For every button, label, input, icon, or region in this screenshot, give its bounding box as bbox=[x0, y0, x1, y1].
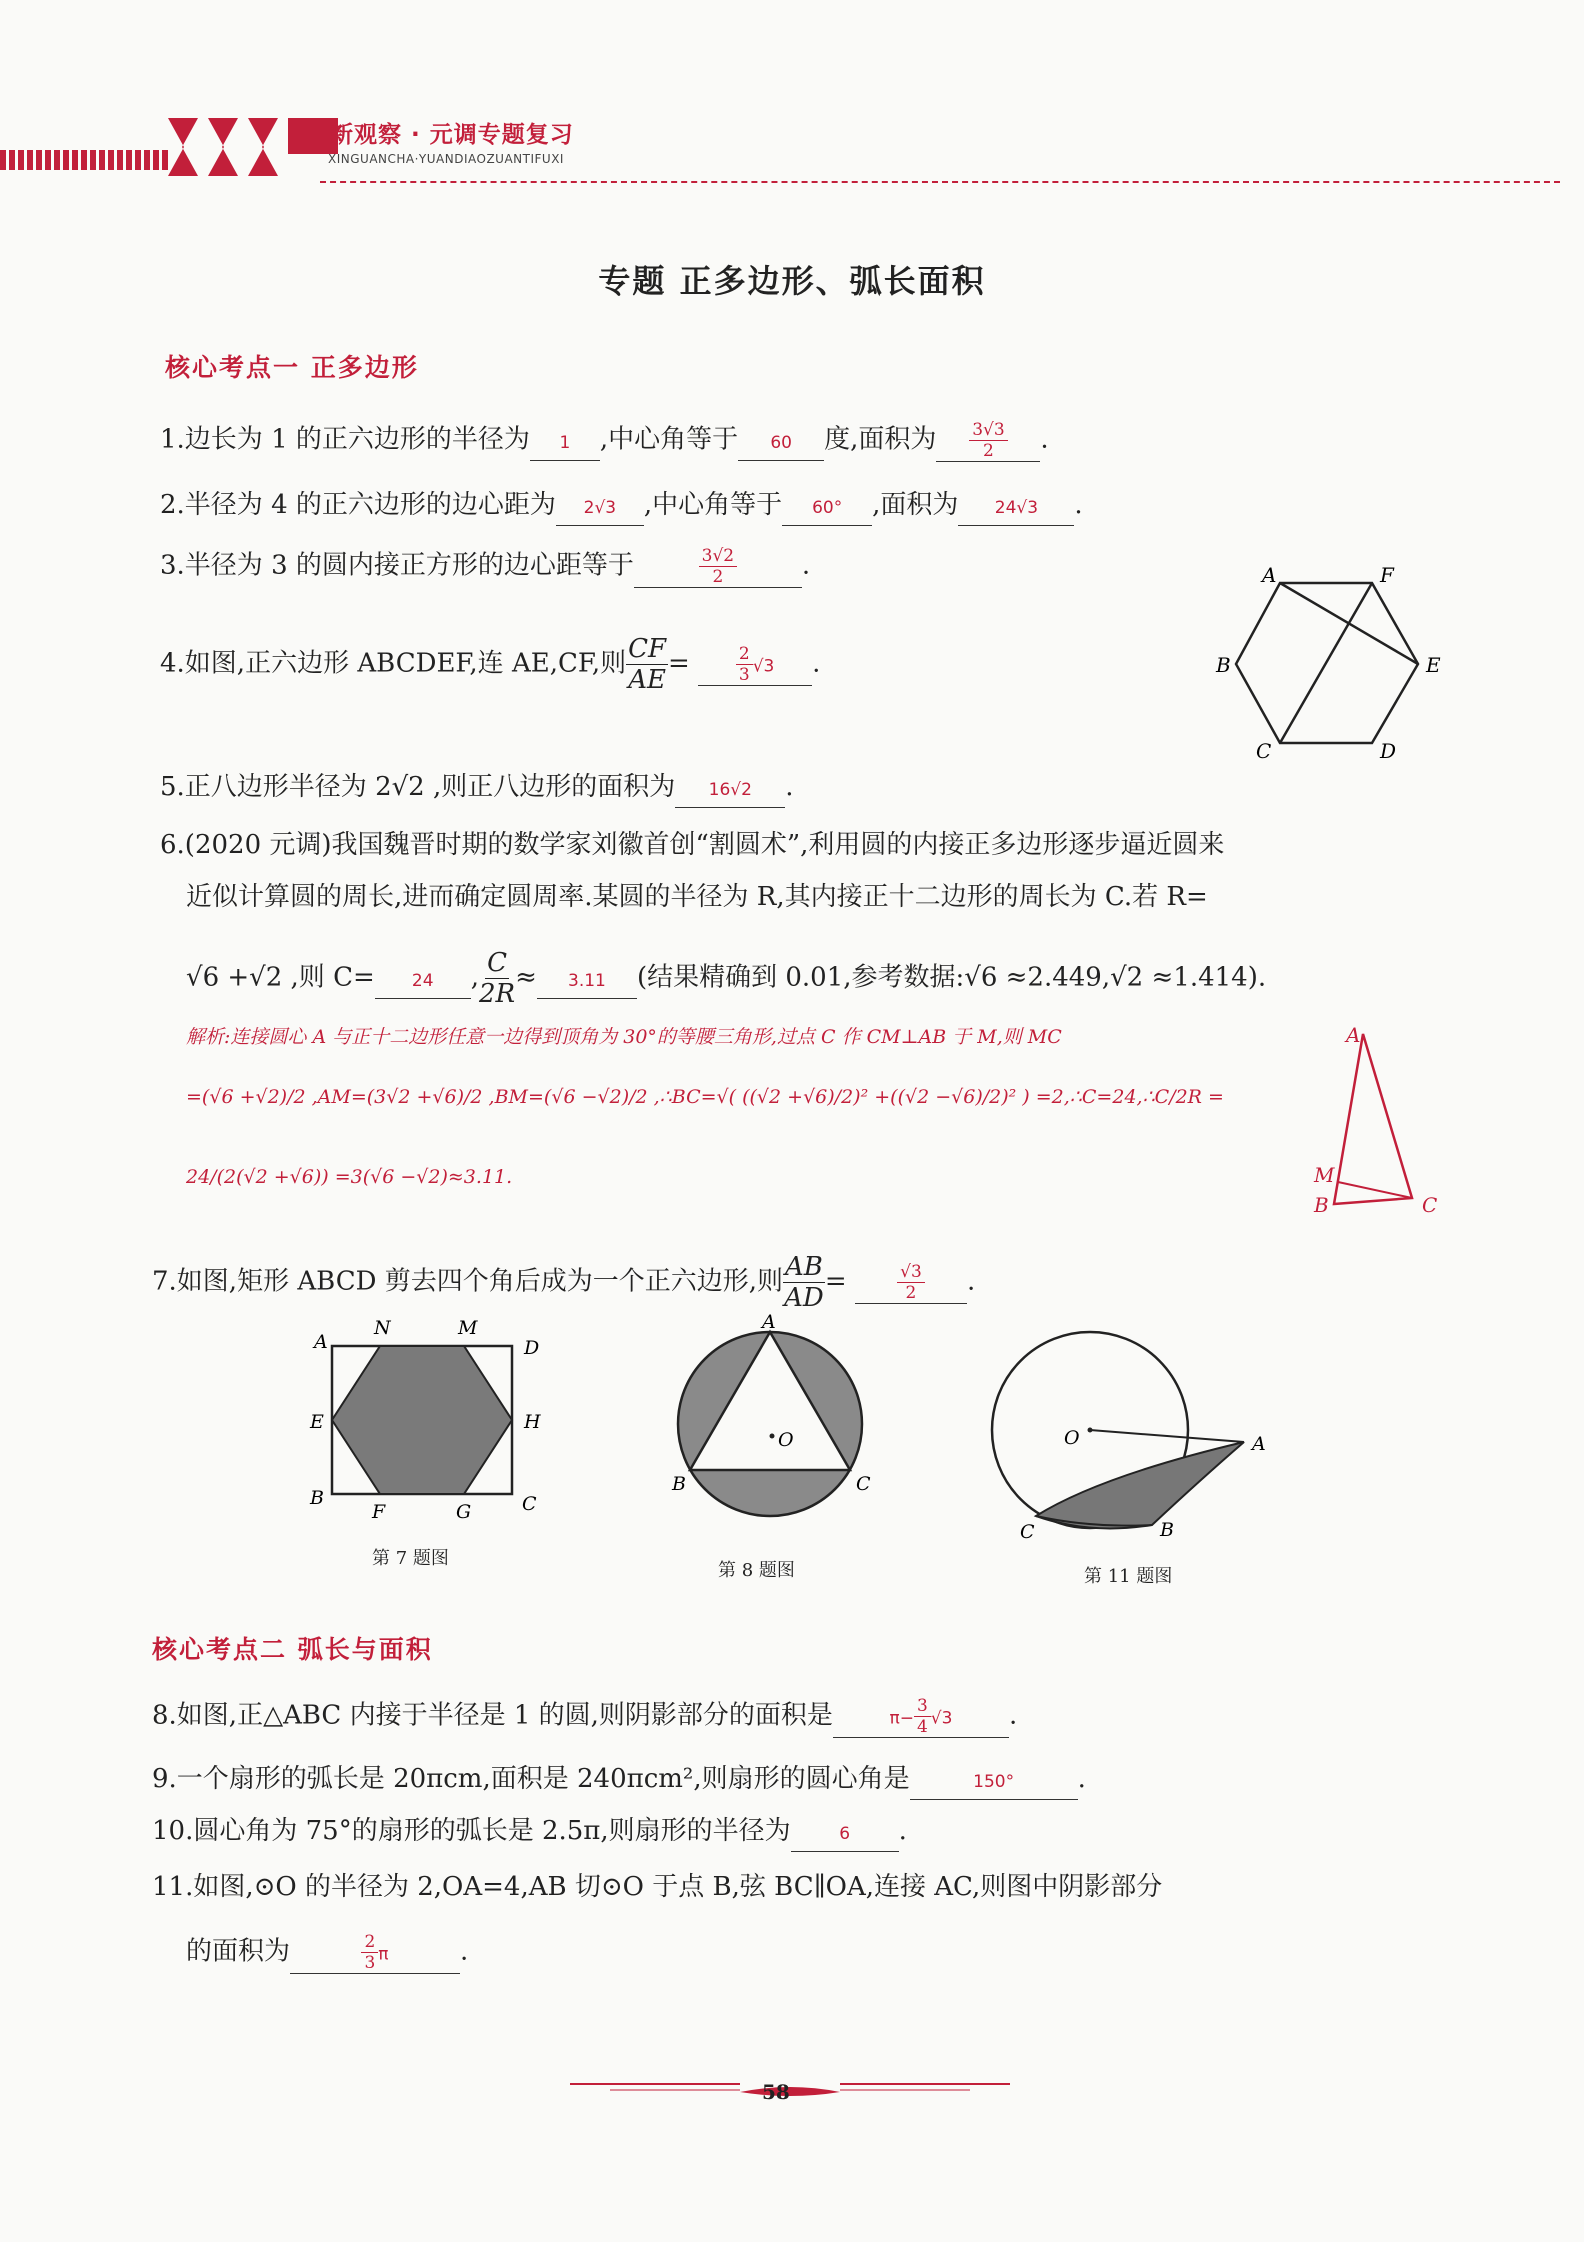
svg-text:C: C bbox=[522, 1493, 537, 1515]
page-number: 58 bbox=[762, 2080, 790, 2104]
svg-text:B: B bbox=[672, 1473, 686, 1495]
question-7: 7.如图,矩形 ABCD 剪去四个角后成为一个正六边形,则 $\frac{AB}{AD}$ = $\frac{√3}{2}$ . bbox=[152, 1252, 976, 1313]
svg-text:O: O bbox=[778, 1429, 794, 1451]
svg-text:B: B bbox=[310, 1487, 324, 1509]
question-3: 3.半径为 3 的圆内接正方形的边心距等于 $\frac{3√2}{2}$ . bbox=[160, 546, 811, 587]
header-stripe bbox=[0, 150, 170, 170]
svg-text:G: G bbox=[456, 1501, 472, 1523]
label-C: C bbox=[1256, 739, 1272, 763]
question-6-line-1: 6.(2020 元调)我国魏晋时期的数学家刘徽首创“割圆术”,利用圆的内接正多边形逐步逼近圆来 bbox=[160, 830, 1225, 860]
header-chevrons bbox=[168, 110, 338, 176]
page-title: 专题 正多边形、弧长面积 bbox=[598, 262, 986, 300]
svg-text:F: F bbox=[372, 1501, 386, 1523]
question-1: 1.边长为 1 的正六边形的半径为 1 ,中心角等于 60 度,面积为 $\frac{3√3}{2}$ . bbox=[160, 420, 1049, 461]
caption-fig8: 第 8 题图 bbox=[718, 1560, 795, 1581]
svg-text:A: A bbox=[762, 1311, 776, 1333]
header-brand-pinyin: XINGUANCHA·YUANDIAOZUANTIFUXI bbox=[328, 152, 564, 166]
page-footer-ornament bbox=[570, 2070, 1010, 2110]
rectangle-hexagon-figure-q7 bbox=[300, 1310, 560, 1523]
svg-text:A: A bbox=[1346, 1023, 1361, 1047]
svg-text:B: B bbox=[1314, 1193, 1329, 1217]
circle-triangle-figure-q8 bbox=[660, 1310, 890, 1520]
svg-text:M: M bbox=[1314, 1163, 1335, 1187]
svg-text:D: D bbox=[524, 1337, 540, 1359]
svg-text:O: O bbox=[1064, 1427, 1080, 1449]
label-E: E bbox=[1426, 653, 1441, 677]
question-10: 10.圆心角为 75°的扇形的弧长是 2.5π,则扇形的半径为 6 . bbox=[152, 1814, 907, 1852]
question-6-line-3: √6 +√2 ,则 C= 24 , $\frac{C}{2R}$ ≈ 3.11 (结果精确到 0.01,参考数据:√6 ≈2.449,√2 ≈1.414). bbox=[186, 948, 1267, 1009]
svg-text:C: C bbox=[1020, 1521, 1035, 1543]
svg-text:B: B bbox=[1160, 1519, 1174, 1541]
triangle-figure-q6 bbox=[1300, 1020, 1450, 1230]
svg-text:C: C bbox=[856, 1473, 871, 1495]
caption-fig11: 第 11 题图 bbox=[1084, 1566, 1173, 1587]
question-11-line-1: 11.如图,⊙O 的半径为 2,OA=4,AB 切⊙O 于点 B,弦 BC∥OA,连接 AC,则图中阴影部分 bbox=[152, 1872, 1163, 1902]
svg-text:A: A bbox=[1252, 1433, 1266, 1455]
solution-line-3: 24/(2(√2 +√6)) =3(√6 −√2)≈3.11. bbox=[186, 1166, 513, 1188]
label-D: D bbox=[1380, 739, 1397, 763]
header-divider bbox=[320, 181, 1560, 183]
solution-line-2: =(√6 +√2)/2 ,AM=(3√2 +√6)/2 ,BM=(√6 −√2)/2 ,∴BC=√( ((√2 +√6)/2)² +((√2 −√6)/2)² ) =2,∴C=24,∴C/2R = bbox=[186, 1086, 1224, 1108]
svg-text:M: M bbox=[458, 1317, 478, 1339]
svg-text:E: E bbox=[310, 1411, 324, 1433]
question-4: 4.如图,正六边形 ABCDEF,连 AE,CF,则 $\frac{CF}{AE}$ = $\frac{2}{3}$ √3 . bbox=[160, 634, 821, 695]
header-brand: 新观察 · 元调专题复习 bbox=[330, 122, 574, 148]
label-F: F bbox=[1380, 563, 1394, 587]
caption-fig7: 第 7 题图 bbox=[372, 1548, 449, 1569]
hexagon-figure-q4 bbox=[1200, 560, 1441, 763]
label-B: B bbox=[1216, 653, 1231, 677]
svg-text:C: C bbox=[1422, 1193, 1438, 1217]
section-heading-1: 核心考点一 正多边形 bbox=[165, 353, 419, 382]
circle-tangent-figure-q11 bbox=[980, 1320, 1280, 1543]
question-8: 8.如图,正△ABC 内接于半径是 1 的圆,则阴影部分的面积是 π− $\frac{3}{4}$ √3 . bbox=[152, 1696, 1018, 1737]
question-9: 9.一个扇形的弧长是 20πcm,面积是 240πcm²,则扇形的圆心角是 150° . bbox=[152, 1762, 1086, 1800]
label-A: A bbox=[1262, 563, 1277, 587]
question-2: 2.半径为 4 的正六边形的边心距为 2√3 ,中心角等于 60° ,面积为 24√3 . bbox=[160, 488, 1083, 526]
question-11-line-2: 的面积为 $\frac{2}{3}$ π . bbox=[186, 1932, 469, 1973]
svg-text:N: N bbox=[374, 1317, 391, 1339]
svg-text:A: A bbox=[314, 1331, 328, 1353]
question-5: 5.正八边形半径为 2√2 ,则正八边形的面积为 16√2 . bbox=[160, 770, 794, 808]
section-heading-2: 核心考点二 弧长与面积 bbox=[152, 1635, 433, 1664]
svg-text:H: H bbox=[524, 1411, 541, 1433]
solution-line-1: 解析:连接圆心 A 与正十二边形任意一边得到顶角为 30°的等腰三角形,过点 C 作 CM⊥AB 于 M,则 MC bbox=[186, 1026, 1062, 1048]
question-6-line-2: 近似计算圆的周长,进而确定圆周率.某圆的半径为 R,其内接正十二边形的周长为 C.若 R= bbox=[186, 882, 1208, 912]
